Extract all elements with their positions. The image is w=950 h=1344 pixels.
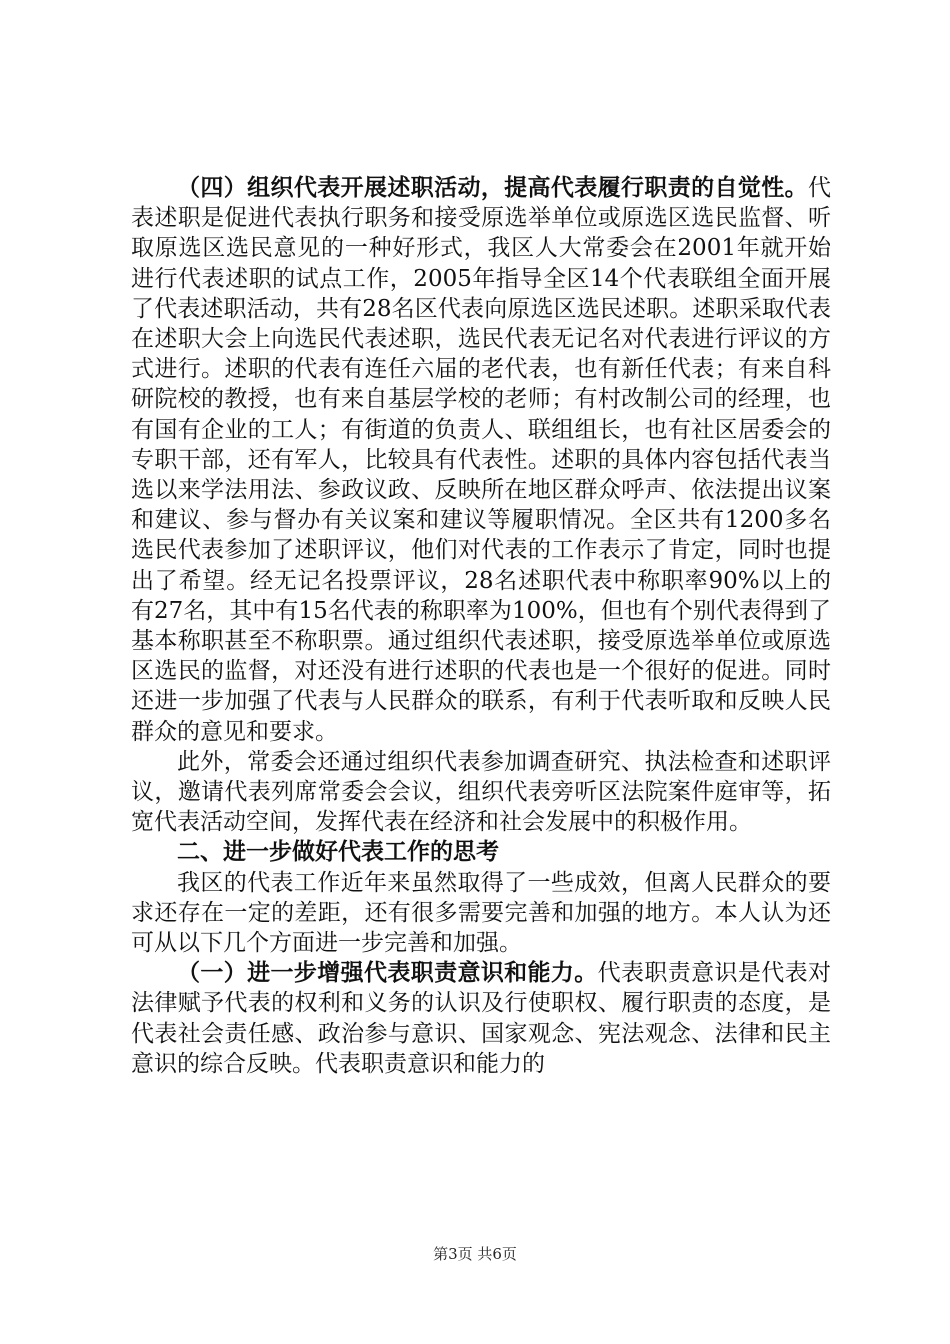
- section-heading-two: 二、进一步做好代表工作的思考: [177, 839, 499, 866]
- document-body: [131, 173, 831, 1079]
- paragraph-heading-one: （一）进一步增强代表职责意识和能力。: [177, 960, 598, 987]
- paragraph-additional-activities: 此外，常委会还通过组织代表参加调查研究、执法检查和述职评议，邀请代表列席常委会会议，组织代表旁听区法院案件庭审等，拓宽代表活动空间，发挥代表在经济和社会发展中的积极作用。: [131, 748, 831, 836]
- paragraph-body-one: 代表职责意识是代表对法律赋予代表的权利和义务的认识及行使职权、履行职责的态度，是代表社会责任感、政治参与意识、国家观念、宪法观念、法律和民主意识的综合反映。代表职责意识和能力的: [131, 960, 832, 1077]
- paragraph-heading-four: （四）组织代表开展述职活动，提高代表履行职责的自觉性。: [177, 175, 808, 201]
- page-footer-number: 第3页 共6页: [433, 1245, 517, 1263]
- paragraph-representative-reporting: [131, 173, 831, 747]
- paragraph-duty-awareness: [131, 958, 831, 1079]
- paragraph-reflection-intro: 我区的代表工作近年来虽然取得了一些成效，但离人民群众的要求还存在一定的差距，还有很多需要完善和加强的地方。本人认为还可从以下几个方面进一步完善和加强。: [131, 869, 831, 957]
- paragraph-body-four: 代表述职是促进代表执行职务和接受原选举单位或原选区选民监督、听取原选区选民意见的一种好形式，我区人大常委会在2001年就开始进行代表述职的试点工作，2005年指导全区14个代表联组全面开展了代表述职活动，共有28名区代表向原选区选民述职。述职采取代表在述职大会上向选民代表述职，选民代表无记名对代表进行评议的方式进行。述职的代表有连任六届的老代表，也有新任代表；有来自科研院校的教授，也有来自基层学校的老师；有村改制公司的经理，也有国有企业的工人；有街道的负责人、联组组长，也有社区居委会的专职干部，还有军人，比较具有代表性。述职的具体内容包括代表当选以来学法用法、参政议政、反映所在地区群众呼声、依法提出议案和建议、参与督办有关议案和建议等履职情况。全区共有1200多名选民代表参加了述职评议，他们对代表的工作表示了肯定，同时也提出了希望。经无记名投票评议，28名述职代表中称职率90%以上的有27名，其中有15名代表的称职率为100%，但也有个别代表得到了基本称职甚至不称职票。通过组织代表述职，接受原选举单位或原选区选民的监督，对还没有进行述职的代表也是一个很好的促进。同时还进一步加强了代表与人民群众的联系，有利于代表听取和反映人民群众的意见和要求。: [131, 175, 831, 745]
